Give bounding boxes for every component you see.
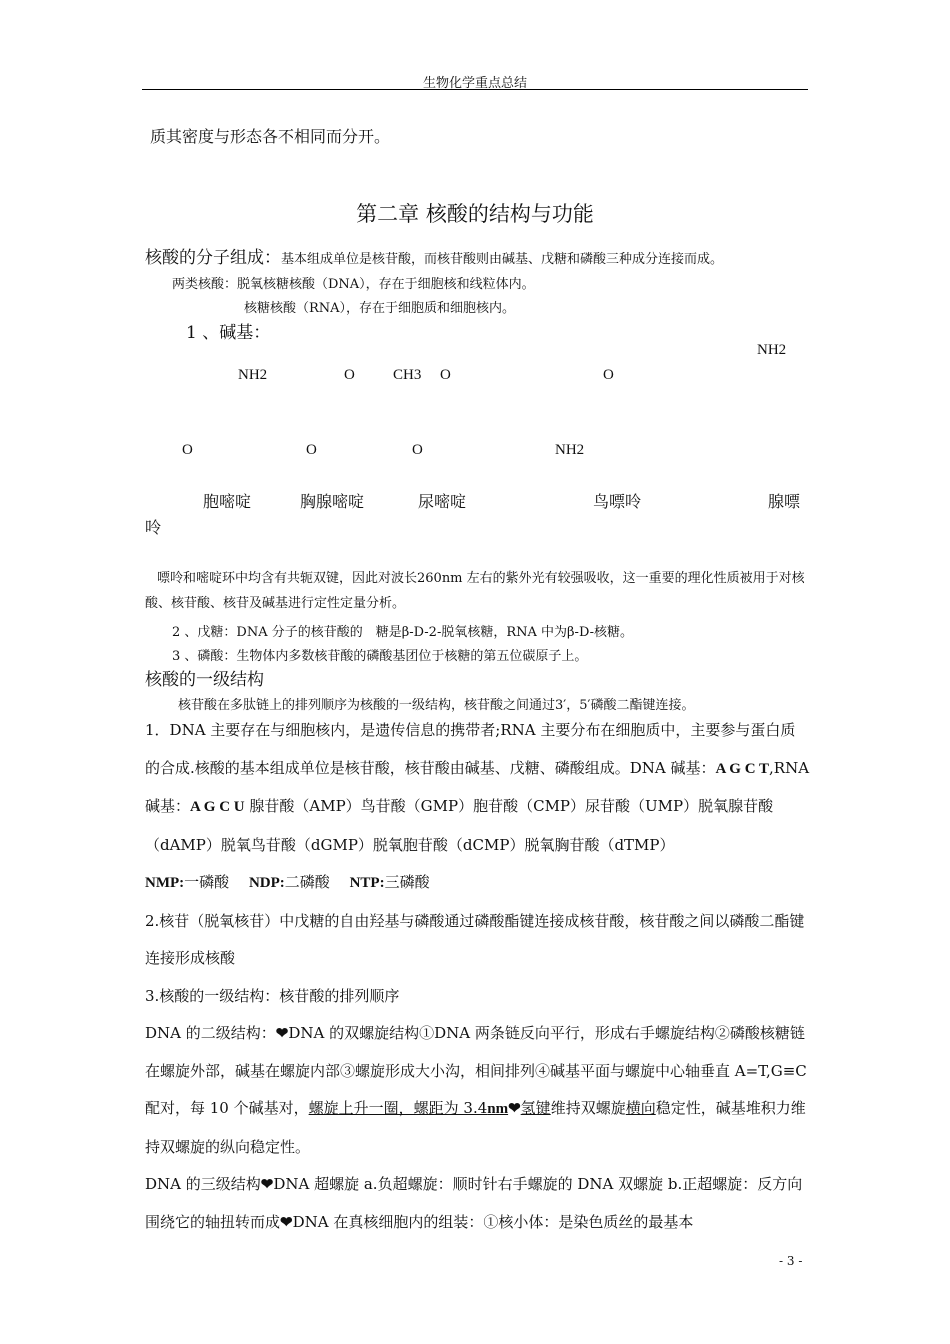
chem-label: O [603,367,614,383]
primary-structure-summary: 3.核酸的一级结构：核苷酸的排列顺序 [145,986,400,1005]
chem-label: CH3 [393,367,422,383]
composition-heading: 核酸的分子组成： [145,248,281,268]
base-name-cytosine: 胞嘧啶 [203,492,252,511]
tertiary-structure-paragraph: DNA 的三级结构❤DNA 超螺旋 a.负超螺旋：顺时针右手螺旋的 DNA 双螺旋 b.正超螺旋：反方向围绕它的轴扭转而成❤DNA 在真核细胞内的组装：①核小体：是染色质丝的最基本 [145,1175,803,1231]
composition-text: 基本组成单位是核苷酸，而核苷酸则由碱基、戊糖和磷酸三种成分连接而成。 [281,252,724,267]
chem-label: O [440,367,451,383]
chem-label: O [182,442,193,458]
body-text [145,712,810,1241]
base-name-thymine: 胸腺嘧啶 [300,492,365,511]
header-divider [142,89,808,90]
phosphate-line: 3 、磷酸：生物体内多数核苷酸的磷酸基团位于核糖的第五位碳原子上。 [172,649,588,664]
secondary-structure-paragraph: DNA 的二级结构：❤DNA 的双螺旋结构①DNA 两条链反向平行，形成右手螺旋结构②磷酸核糖链在螺旋外部，碱基在螺旋内部③螺旋形成大小沟，相间排列④碱基平面与螺旋中心轴垂直 A=T,G≡C 配对，每 10 个碱基对，螺旋上升一圈，螺距为 3.4nm❤氢键维持双螺旋横向稳定性，碱基堆积力维持双螺旋的纵向稳定性。 [145,1024,807,1156]
primary-structure-intro: 核苷酸在多肽链上的排列顺序为核酸的一级结构，核苷酸之间通过3′，5′磷酸二酯键连接。 [178,698,695,713]
heart-icon: ❤ [275,1024,289,1042]
chem-label: O [344,367,355,383]
chem-label: O [306,442,317,458]
chem-label: NH2 [238,367,268,383]
two-types-line: 两类核酸：脱氧核糖核酸（DNA），存在于细胞核和线粒体内。 [172,277,535,292]
base-name-uracil: 尿嘧啶 [418,492,467,511]
heart-icon: ❤ [260,1175,274,1193]
heart-icon: ❤ [508,1099,521,1117]
nucleoside-paragraph: 2.核苷（脱氧核苷）中戊糖的自由羟基与磷酸通过磷酸酯键连接成核苷酸，核苷酸之间以磷酸二酯键连接形成核酸 [145,911,805,967]
heart-icon: ❤ [280,1212,293,1231]
page-number: - 3 - [779,1254,803,1268]
primary-structure-heading: 核酸的一级结构 [145,670,264,690]
rna-bases: A G C U [190,799,245,815]
base-name-guanine: 鸟嘌呤 [593,492,642,511]
phosphate-abbreviations: NMP:一磷酸 NDP:二磷酸 NTP:三磷酸 [145,873,430,891]
bases-heading: 1 、碱基： [186,323,271,343]
absorption-paragraph: 嘌呤和嘧啶环中均含有共轭双键，因此对波长260nm 左右的紫外光有较强吸收，这一重要的理化性质被用于对核酸、核苷酸、核苷及碱基进行定性定量分析。 [145,571,805,611]
dna-bases: A G C T [715,760,770,777]
nucleotide-paragraph: 1．DNA 主要存在与细胞核内，是遗传信息的携带者;RNA 主要分布在细胞质中，主要参与蛋白质的合成.核酸的基本组成单位是核苷酸，核苷酸由碱基、戊糖、磷酸组成。DNA 碱基：A G C T,RNA 碱基：A G C U 腺苷酸（AMP）鸟苷酸（GMP）胞苷酸（CMP）尿苷酸（UMP）脱氧腺苷酸（dAMP）脱氧鸟苷酸（dGMP）脱氧胞苷酸（dCMP）脱氧胸苷酸（dTMP） [145,721,810,854]
pentose-line: 2 、戊糖：DNA 分子的核苷酸的 糖是β-D-2-脱氧核糖，RNA 中为β-D-核糖。 [172,625,633,640]
chem-label: NH2 [555,442,585,458]
page-header-title: 生物化学重点总结 [422,76,527,91]
chem-label: NH2 [757,342,787,358]
chapter-title: 第二章 核酸的结构与功能 [356,202,594,226]
base-name-adenine: 腺嘌 [768,492,801,511]
composition-line [145,243,723,268]
chem-label: O [412,442,423,458]
base-name-adenine-continued: 呤 [145,518,162,537]
lead-text: 质其密度与形态各不相同而分开。 [150,127,391,146]
rna-line: 核糖核酸（RNA），存在于细胞质和细胞核内。 [244,301,516,316]
